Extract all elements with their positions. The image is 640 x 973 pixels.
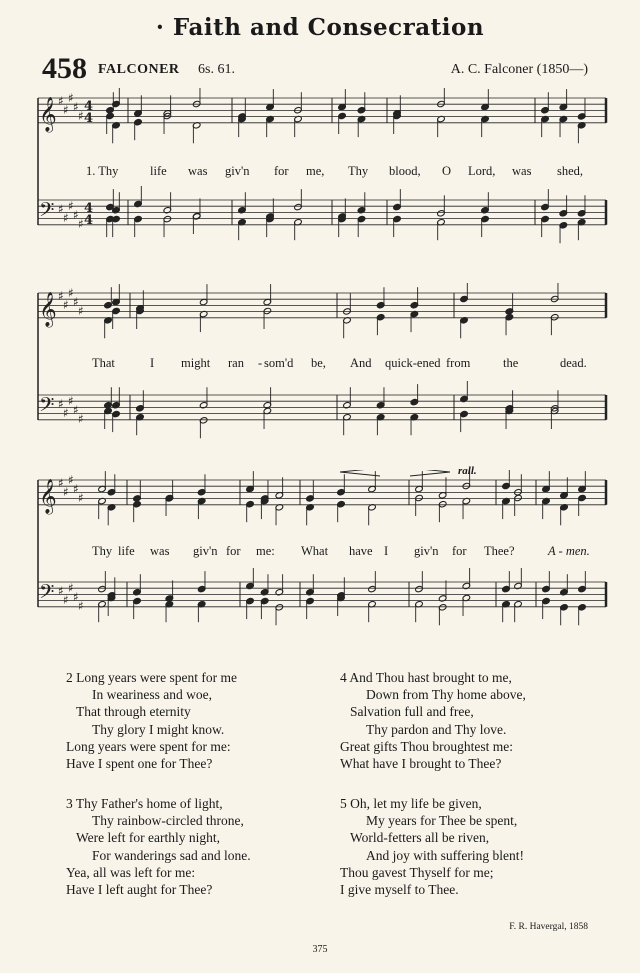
bass-clef: 𝄢: [39, 393, 55, 421]
lyric-word: might: [181, 356, 211, 370]
verse-line: Thy glory I might know.: [92, 721, 225, 737]
sharp-sign: ♯: [63, 103, 69, 117]
sharp-sign: ♯: [68, 286, 74, 300]
verse-line: Down from Thy home above,: [366, 687, 526, 703]
verse-number: 3: [66, 796, 73, 811]
lyric-word: me:: [256, 544, 275, 558]
sharp-sign: ♯: [58, 397, 64, 411]
verse-line: What have I brought to Thee?: [340, 756, 502, 772]
verse-line: 3 Thy Father's home of light,: [66, 796, 223, 811]
lyric-word: was: [188, 164, 208, 178]
lyric-word: for: [452, 544, 467, 558]
sharp-sign: ♯: [63, 593, 69, 607]
lyric-word: And: [350, 356, 372, 370]
verse-line: Have I spent one for Thee?: [66, 756, 213, 772]
verse-3: [66, 795, 251, 898]
meter: 6s. 61.: [198, 62, 235, 77]
lyric-word: ran: [228, 356, 244, 370]
sharp-sign: ♯: [73, 100, 79, 114]
sharp-sign: ♯: [63, 298, 69, 312]
verse-number: 2: [66, 670, 73, 685]
lyric-word: Thee?: [484, 544, 515, 558]
sharp-sign: ♯: [63, 211, 69, 225]
verse-4: [340, 669, 526, 772]
lyric-word: I: [150, 356, 155, 370]
time-signature: 4: [84, 201, 94, 216]
lyric-word: for: [274, 164, 289, 178]
page-number: 375: [312, 944, 328, 955]
lyric-word: 1. Thy: [86, 164, 119, 178]
verse-line: I give myself to Thee.: [340, 882, 459, 898]
sharp-sign: ♯: [58, 202, 64, 216]
verse-number: 5: [340, 796, 347, 811]
verse-line: Have I left aught for Thee?: [66, 882, 213, 898]
section-title: · Faith and Consecration: [155, 14, 485, 41]
sharp-sign: ♯: [78, 599, 84, 613]
sharp-sign: ♯: [78, 491, 84, 505]
verse-line: World-fetters all be riven,: [350, 830, 490, 846]
attribution: F. R. Havergal, 1858: [509, 922, 588, 932]
sharp-sign: ♯: [58, 476, 64, 490]
lyric-word: dead.: [560, 356, 587, 370]
verse-line: And joy with suffering blent!: [366, 847, 524, 863]
treble-clef: 𝄞: [39, 479, 57, 514]
sharp-sign: ♯: [58, 94, 64, 108]
lyric-word: have: [349, 544, 373, 558]
verse-line: For wanderings sad and lone.: [92, 847, 251, 863]
sharp-sign: ♯: [63, 406, 69, 420]
lyric-word: for: [226, 544, 241, 558]
time-signature: 4: [84, 111, 94, 126]
lyric-word: O: [442, 164, 452, 178]
time-signature: 4: [84, 99, 94, 114]
sharp-sign: ♯: [68, 394, 74, 408]
sharp-sign: ♯: [73, 590, 79, 604]
verse-line: Salvation full and free,: [350, 704, 474, 720]
verse-2: [66, 669, 237, 772]
sharp-sign: ♯: [63, 485, 69, 499]
sharp-sign: ♯: [73, 295, 79, 309]
verse-line: Thy rainbow-circled throne,: [92, 813, 244, 829]
lyric-word: giv'n: [414, 544, 439, 558]
verse-5: [340, 795, 524, 898]
lyric-word: Thy: [348, 164, 369, 178]
lyric-word: shed,: [557, 164, 584, 178]
lyric-word: I: [384, 544, 389, 558]
treble-clef: 𝄞: [39, 292, 57, 327]
verse-line: My years for Thee be spent,: [366, 813, 518, 829]
verse-line: 5 Oh, let my life be given,: [340, 796, 482, 811]
sharp-sign: ♯: [68, 91, 74, 105]
lyric-word: Lord,: [468, 164, 496, 178]
verse-line: 4 And Thou hast brought to me,: [340, 670, 512, 685]
lyric-word: What: [301, 544, 329, 558]
sharp-sign: ♯: [68, 199, 74, 213]
sharp-sign: ♯: [73, 482, 79, 496]
verse-line: Were left for earthly night,: [76, 830, 220, 846]
lyric-word: from: [446, 356, 471, 370]
lyric-word: som'd: [264, 356, 294, 370]
verse-line: Thy pardon and Thy love.: [366, 721, 507, 737]
lyric-word: A - men.: [548, 544, 590, 558]
lyric-word: life: [150, 164, 167, 178]
lyric-word: Thy: [92, 544, 113, 558]
bass-clef: 𝄢: [39, 198, 55, 226]
lyric-word: blood,: [389, 164, 421, 178]
verse-number: 4: [340, 670, 347, 685]
verse-line: Long years were spent for me:: [66, 738, 231, 754]
lyric-word: quick-ened: [385, 356, 441, 370]
sharp-sign: ♯: [78, 109, 84, 123]
verse-line: Yea, all was left for me:: [66, 864, 196, 880]
tune-name: FALCONER: [98, 62, 180, 77]
sharp-sign: ♯: [58, 289, 64, 303]
lyric-word: me,: [306, 164, 325, 178]
lyric-word: was: [150, 544, 170, 558]
decrescendo-hairpin: [410, 470, 450, 476]
verse-line: 2 Long years were spent for me: [66, 670, 237, 685]
sharp-sign: ♯: [78, 412, 84, 426]
verse-line: Thou gavest Thyself for me;: [340, 864, 494, 880]
sharp-sign: ♯: [68, 581, 74, 595]
sharp-sign: ♯: [68, 473, 74, 487]
bass-clef: 𝄢: [39, 580, 55, 608]
verse-line: In weariness and woe,: [92, 687, 212, 703]
lyric-word: giv'n: [193, 544, 218, 558]
lyric-word: -: [258, 356, 263, 370]
sharp-sign: ♯: [73, 208, 79, 222]
lyric-word: giv'n: [225, 164, 250, 178]
lyric-word: That: [92, 356, 115, 370]
crescendo-hairpin: [340, 470, 380, 476]
verse-line: That through eternity: [76, 704, 191, 720]
sharp-sign: ♯: [58, 584, 64, 598]
lyric-word: was: [512, 164, 532, 178]
sharp-sign: ♯: [73, 403, 79, 417]
hymn-number: 458: [42, 52, 87, 85]
lyric-word: the: [503, 356, 519, 370]
sharp-sign: ♯: [78, 217, 84, 231]
time-signature: 4: [84, 213, 94, 228]
composer: A. C. Falconer (1850—): [450, 62, 588, 77]
treble-clef: 𝄞: [39, 97, 57, 132]
verse-line: Great gifts Thou broughtest me:: [340, 738, 513, 754]
sharp-sign: ♯: [78, 304, 84, 318]
lyric-word: be,: [311, 356, 326, 370]
rall-marking: rall.: [458, 465, 477, 477]
lyric-word: life: [118, 544, 135, 558]
